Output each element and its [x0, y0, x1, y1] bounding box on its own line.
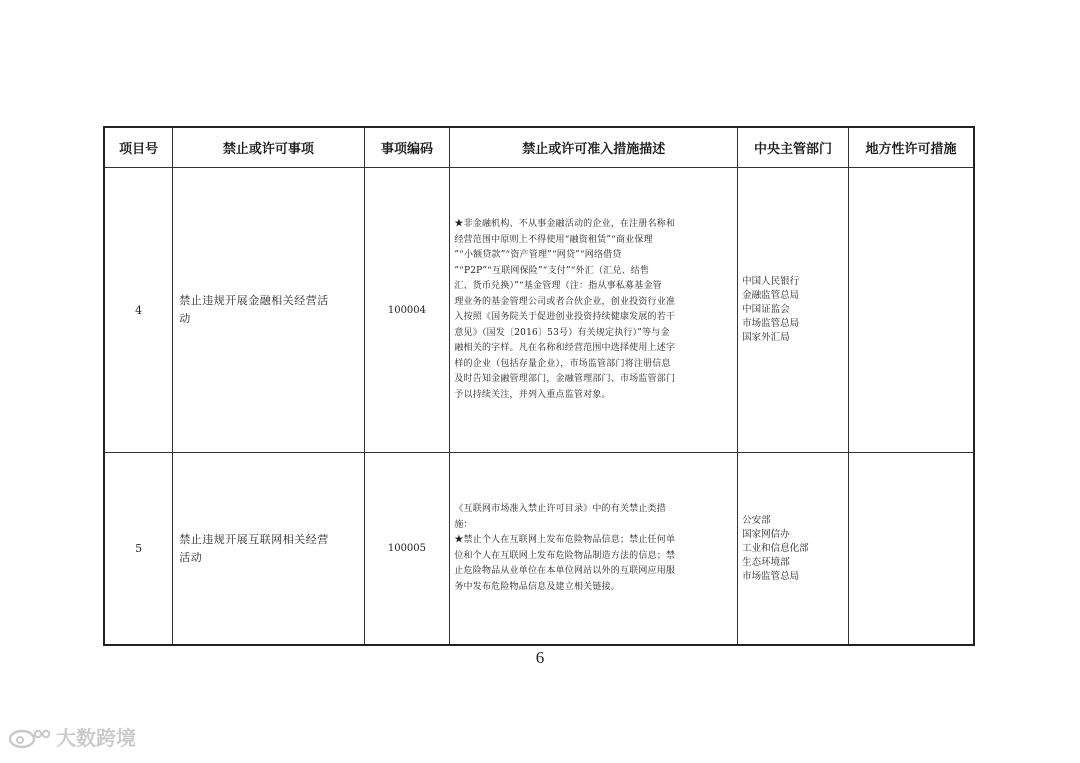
description-line: 《互联网市场准入禁止许可目录》中的有关禁止类措	[454, 504, 666, 514]
item-number-cell: 5	[104, 453, 173, 646]
description-line: 施：	[454, 519, 473, 530]
header-measure-description: 禁止或许可准入措施描述	[450, 127, 738, 168]
description-line: ”“P2P”“互联网保险”“支付”“外汇（汇兑、结售	[454, 265, 650, 276]
measure-description-cell	[450, 453, 738, 646]
description-line: ★非金融机构、不从事金融活动的企业，在注册名称和	[454, 219, 676, 229]
central-department-cell	[738, 453, 849, 646]
description-line: 融相关的字样。凡在名称和经营范围中选择使用上述字	[454, 343, 676, 353]
department-name: 国家外汇局	[742, 332, 790, 343]
weibo-logo-icon	[8, 725, 52, 749]
description-line: 止危险物品从业单位在本单位网站以外的互联网应用服	[454, 566, 676, 576]
department-name: 国家网信办	[742, 528, 790, 540]
item-name-line: 活动	[179, 550, 203, 564]
measure-description-cell	[450, 168, 738, 453]
table-row	[104, 453, 974, 646]
description-line: ”“小额贷款”“资产管理”“网贷”“网络借贷	[454, 250, 622, 260]
department-name: 生态环境部	[742, 556, 790, 568]
item-name-line: 禁止违规开展金融相关经营活	[179, 294, 329, 307]
watermark-text: 大数跨境	[56, 726, 136, 750]
central-department-cell	[738, 168, 849, 453]
description-line: 汇、货币兑换）”“基金管理（注：指从事私募基金管	[454, 281, 662, 291]
description-line: ★禁止个人在互联网上发布危险物品信息；禁止任何单	[454, 535, 676, 545]
item-code-cell: 100004	[364, 168, 450, 453]
watermark	[8, 722, 136, 751]
department-name: 金融监管总局	[742, 290, 800, 301]
department-name: 中国证监会	[742, 304, 790, 315]
description-line: 位和个人在互联网上发布危险物品制造方法的信息；禁	[454, 550, 676, 561]
local-measures-cell	[848, 453, 974, 646]
description-line: 务中发布危险物品信息及建立相关链接。	[454, 581, 620, 592]
item-name-line: 禁止违规开展互联网相关经营	[179, 532, 329, 546]
page-number: 6	[535, 648, 545, 667]
header-local-measures: 地方性许可措施	[848, 127, 974, 168]
description-line: 理业务的基金管理公司或者合伙企业，创业投资行业准	[454, 296, 676, 307]
description-line: 入按照《国务院关于促进创业投资持续健康发展的若干	[454, 312, 676, 322]
department-name: 公安部	[742, 514, 771, 526]
description-line: 予以持续关注，并列入重点监管对象。	[454, 389, 611, 400]
item-name-cell	[173, 453, 364, 646]
header-item-name: 禁止或许可事项	[173, 127, 364, 168]
table-header-row	[104, 127, 974, 168]
item-name-line: 动	[179, 312, 191, 325]
item-code-cell: 100005	[364, 453, 450, 646]
department-name: 中国人民银行	[742, 276, 800, 287]
department-name: 工业和信息化部	[742, 542, 809, 554]
description-line: 经营范围中原则上不得使用“融资租赁”“商业保理	[454, 234, 653, 245]
header-item-number: 项目号	[104, 127, 173, 168]
item-number-cell: 4	[104, 168, 173, 453]
description-line: 及时告知金融管理部门，金融管理部门、市场监管部门	[454, 374, 676, 384]
local-measures-cell	[848, 168, 974, 453]
department-name: 市场监管总局	[742, 318, 800, 329]
department-name: 市场监管总局	[742, 570, 800, 582]
table-row	[104, 168, 974, 453]
description-line: 样的企业（包括存量企业），市场监管部门将注册信息	[454, 358, 671, 369]
market-access-table	[103, 126, 975, 646]
description-line: 意见》（国发〔2016〕53号）有关规定执行）”等与金	[454, 327, 670, 338]
header-item-code: 事项编码	[364, 127, 450, 168]
header-central-department: 中央主管部门	[738, 127, 849, 168]
item-name-cell	[173, 168, 364, 453]
